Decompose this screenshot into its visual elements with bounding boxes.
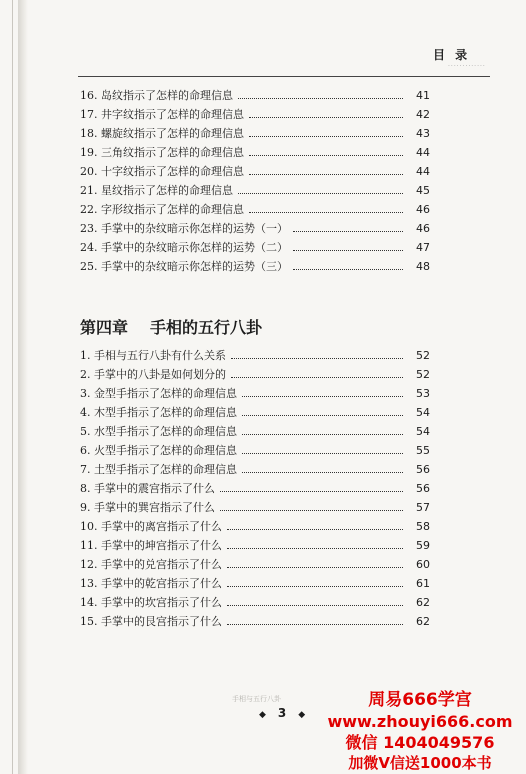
toc-entry-page: 46 (416, 203, 430, 216)
book-spine-shadow (18, 0, 28, 774)
toc-entry-page: 58 (416, 520, 430, 533)
page-header (0, 0, 526, 80)
book-spine-line (12, 0, 13, 774)
toc-entry-title: 1. 手相与五行八卦有什么关系 (80, 349, 226, 362)
toc-entry-title: 7. 土型手指示了怎样的命理信息 (80, 463, 237, 476)
toc-entry-page: 41 (416, 89, 430, 102)
toc-leader-dots (227, 556, 403, 568)
toc-leader-dots (242, 385, 403, 397)
toc-leader-dots (231, 366, 403, 378)
toc-entry-title: 25. 手掌中的杂纹暗示你怎样的运势（三） (80, 260, 288, 273)
toc-entry[interactable] (80, 200, 430, 219)
toc-entry-title: 9. 手掌中的巽宫指示了什么 (80, 501, 215, 514)
toc-entry-title: 16. 岛纹指示了怎样的命理信息 (80, 89, 233, 102)
toc-section-continued (80, 86, 430, 276)
toc-entry[interactable] (80, 105, 430, 124)
toc-entry[interactable] (80, 517, 430, 536)
diamond-right-icon: ◆ (298, 710, 306, 720)
toc-entry[interactable] (80, 479, 430, 498)
toc-entry-page: 55 (416, 444, 430, 457)
toc-entry-page: 47 (416, 241, 430, 254)
toc-entry-title: 13. 手掌中的乾宫指示了什么 (80, 577, 222, 590)
toc-entry-page: 52 (416, 368, 430, 381)
toc-entry-title: 18. 螺旋纹指示了怎样的命理信息 (80, 127, 244, 140)
toc-entry-title: 10. 手掌中的离宫指示了什么 (80, 520, 222, 533)
toc-entry-page: 48 (416, 260, 430, 273)
toc-entry[interactable] (80, 162, 430, 181)
toc-entry[interactable] (80, 86, 430, 105)
page-number (247, 706, 317, 720)
toc-leader-dots (220, 499, 403, 511)
toc-leader-dots (227, 594, 403, 606)
toc-entry[interactable] (80, 593, 430, 612)
toc-section-chapter-4 (80, 346, 430, 631)
toc-entry[interactable] (80, 441, 430, 460)
toc-entry[interactable] (80, 422, 430, 441)
toc-entry[interactable] (80, 555, 430, 574)
toc-entry[interactable] (80, 460, 430, 479)
toc-entry-page: 42 (416, 108, 430, 121)
watermark-line-2: www.zhouyi666.com (327, 712, 513, 731)
toc-leader-dots (242, 423, 403, 435)
toc-entry[interactable] (80, 365, 430, 384)
chapter-heading (80, 315, 262, 338)
toc-entry-title: 19. 三角纹指示了怎样的命理信息 (80, 146, 244, 159)
toc-entry[interactable] (80, 124, 430, 143)
page-footer (0, 690, 526, 774)
toc-entry-page: 44 (416, 146, 430, 159)
toc-entry[interactable] (80, 143, 430, 162)
toc-entry-page: 62 (416, 615, 430, 628)
toc-entry[interactable] (80, 238, 430, 257)
toc-entry-page: 57 (416, 501, 430, 514)
toc-entry-page: 53 (416, 387, 430, 400)
toc-entry-title: 8. 手掌中的震宫指示了什么 (80, 482, 215, 495)
toc-entry-page: 54 (416, 425, 430, 438)
toc-entry-page: 44 (416, 165, 430, 178)
toc-leader-dots (293, 239, 403, 251)
toc-entry-page: 52 (416, 349, 430, 362)
toc-entry-title: 24. 手掌中的杂纹暗示你怎样的运势（二） (80, 241, 288, 254)
toc-entry-title: 14. 手掌中的坎宫指示了什么 (80, 596, 222, 609)
toc-entry[interactable] (80, 257, 430, 276)
toc-leader-dots (249, 106, 403, 118)
toc-leader-dots (227, 518, 403, 530)
toc-entry-title: 23. 手掌中的杂纹暗示你怎样的运势（一） (80, 222, 288, 235)
header-subtitle: ············· (448, 63, 486, 70)
toc-entry-title: 17. 井字纹指示了怎样的命理信息 (80, 108, 244, 121)
toc-leader-dots (249, 144, 403, 156)
header-title: 目 录 (433, 48, 471, 62)
toc-leader-dots (231, 347, 403, 359)
toc-leader-dots (227, 575, 403, 587)
toc-entry-page: 43 (416, 127, 430, 140)
toc-leader-dots (249, 201, 403, 213)
toc-leader-dots (242, 442, 403, 454)
header-rule (78, 76, 490, 77)
toc-entry-page: 60 (416, 558, 430, 571)
toc-entry-page: 59 (416, 539, 430, 552)
toc-entry-page: 54 (416, 406, 430, 419)
page-number-value: 3 (277, 706, 287, 720)
toc-entry[interactable] (80, 181, 430, 200)
watermark (320, 690, 520, 774)
toc-leader-dots (238, 182, 403, 194)
toc-entry-title: 3. 金型手指示了怎样的命理信息 (80, 387, 237, 400)
toc-entry-title: 6. 火型手指示了怎样的命理信息 (80, 444, 237, 457)
toc-leader-dots (293, 220, 403, 232)
toc-leader-dots (227, 613, 403, 625)
toc-leader-dots (249, 163, 403, 175)
diamond-left-icon: ◆ (259, 710, 266, 720)
toc-entry-title: 11. 手掌中的坤宫指示了什么 (80, 539, 222, 552)
toc-entry-page: 46 (416, 222, 430, 235)
toc-entry[interactable] (80, 536, 430, 555)
toc-entry[interactable] (80, 574, 430, 593)
watermark-line-1: 周易666学宫 (368, 690, 472, 710)
toc-entry[interactable] (80, 384, 430, 403)
toc-entry[interactable] (80, 612, 430, 631)
toc-leader-dots (220, 480, 403, 492)
chapter-title: 手相的五行八卦 (150, 318, 263, 337)
toc-entry-title: 2. 手掌中的八卦是如何划分的 (80, 368, 226, 381)
toc-entry-title: 5. 水型手指示了怎样的命理信息 (80, 425, 237, 438)
toc-leader-dots (293, 258, 403, 270)
toc-leader-dots (242, 461, 403, 473)
toc-leader-dots (242, 404, 403, 416)
toc-entry[interactable] (80, 219, 430, 238)
toc-leader-dots (238, 87, 403, 99)
toc-entry-title: 20. 十字纹指示了怎样的命理信息 (80, 165, 244, 178)
footer-faint-text: 手相与五行八卦 (232, 695, 281, 703)
toc-leader-dots (249, 125, 403, 137)
watermark-line-4: 加微V信送1000本书 (348, 754, 492, 772)
watermark-line-3: 微信 1404049576 (345, 733, 495, 752)
toc-entry-title: 22. 字形纹指示了怎样的命理信息 (80, 203, 244, 216)
toc-entry-title: 12. 手掌中的兑宫指示了什么 (80, 558, 222, 571)
chapter-number: 第四章 (80, 318, 129, 337)
toc-entry[interactable] (80, 498, 430, 517)
toc-entry[interactable] (80, 346, 430, 365)
toc-leader-dots (227, 537, 403, 549)
toc-entry-title: 15. 手掌中的艮宫指示了什么 (80, 615, 222, 628)
toc-entry-page: 62 (416, 596, 430, 609)
toc-entry-page: 56 (416, 482, 430, 495)
toc-entry-title: 4. 木型手指示了怎样的命理信息 (80, 406, 237, 419)
toc-entry-page: 45 (416, 184, 430, 197)
toc-entry-title: 21. 星纹指示了怎样的命理信息 (80, 184, 233, 197)
toc-entry-page: 56 (416, 463, 430, 476)
toc-entry-page: 61 (416, 577, 430, 590)
toc-entry[interactable] (80, 403, 430, 422)
